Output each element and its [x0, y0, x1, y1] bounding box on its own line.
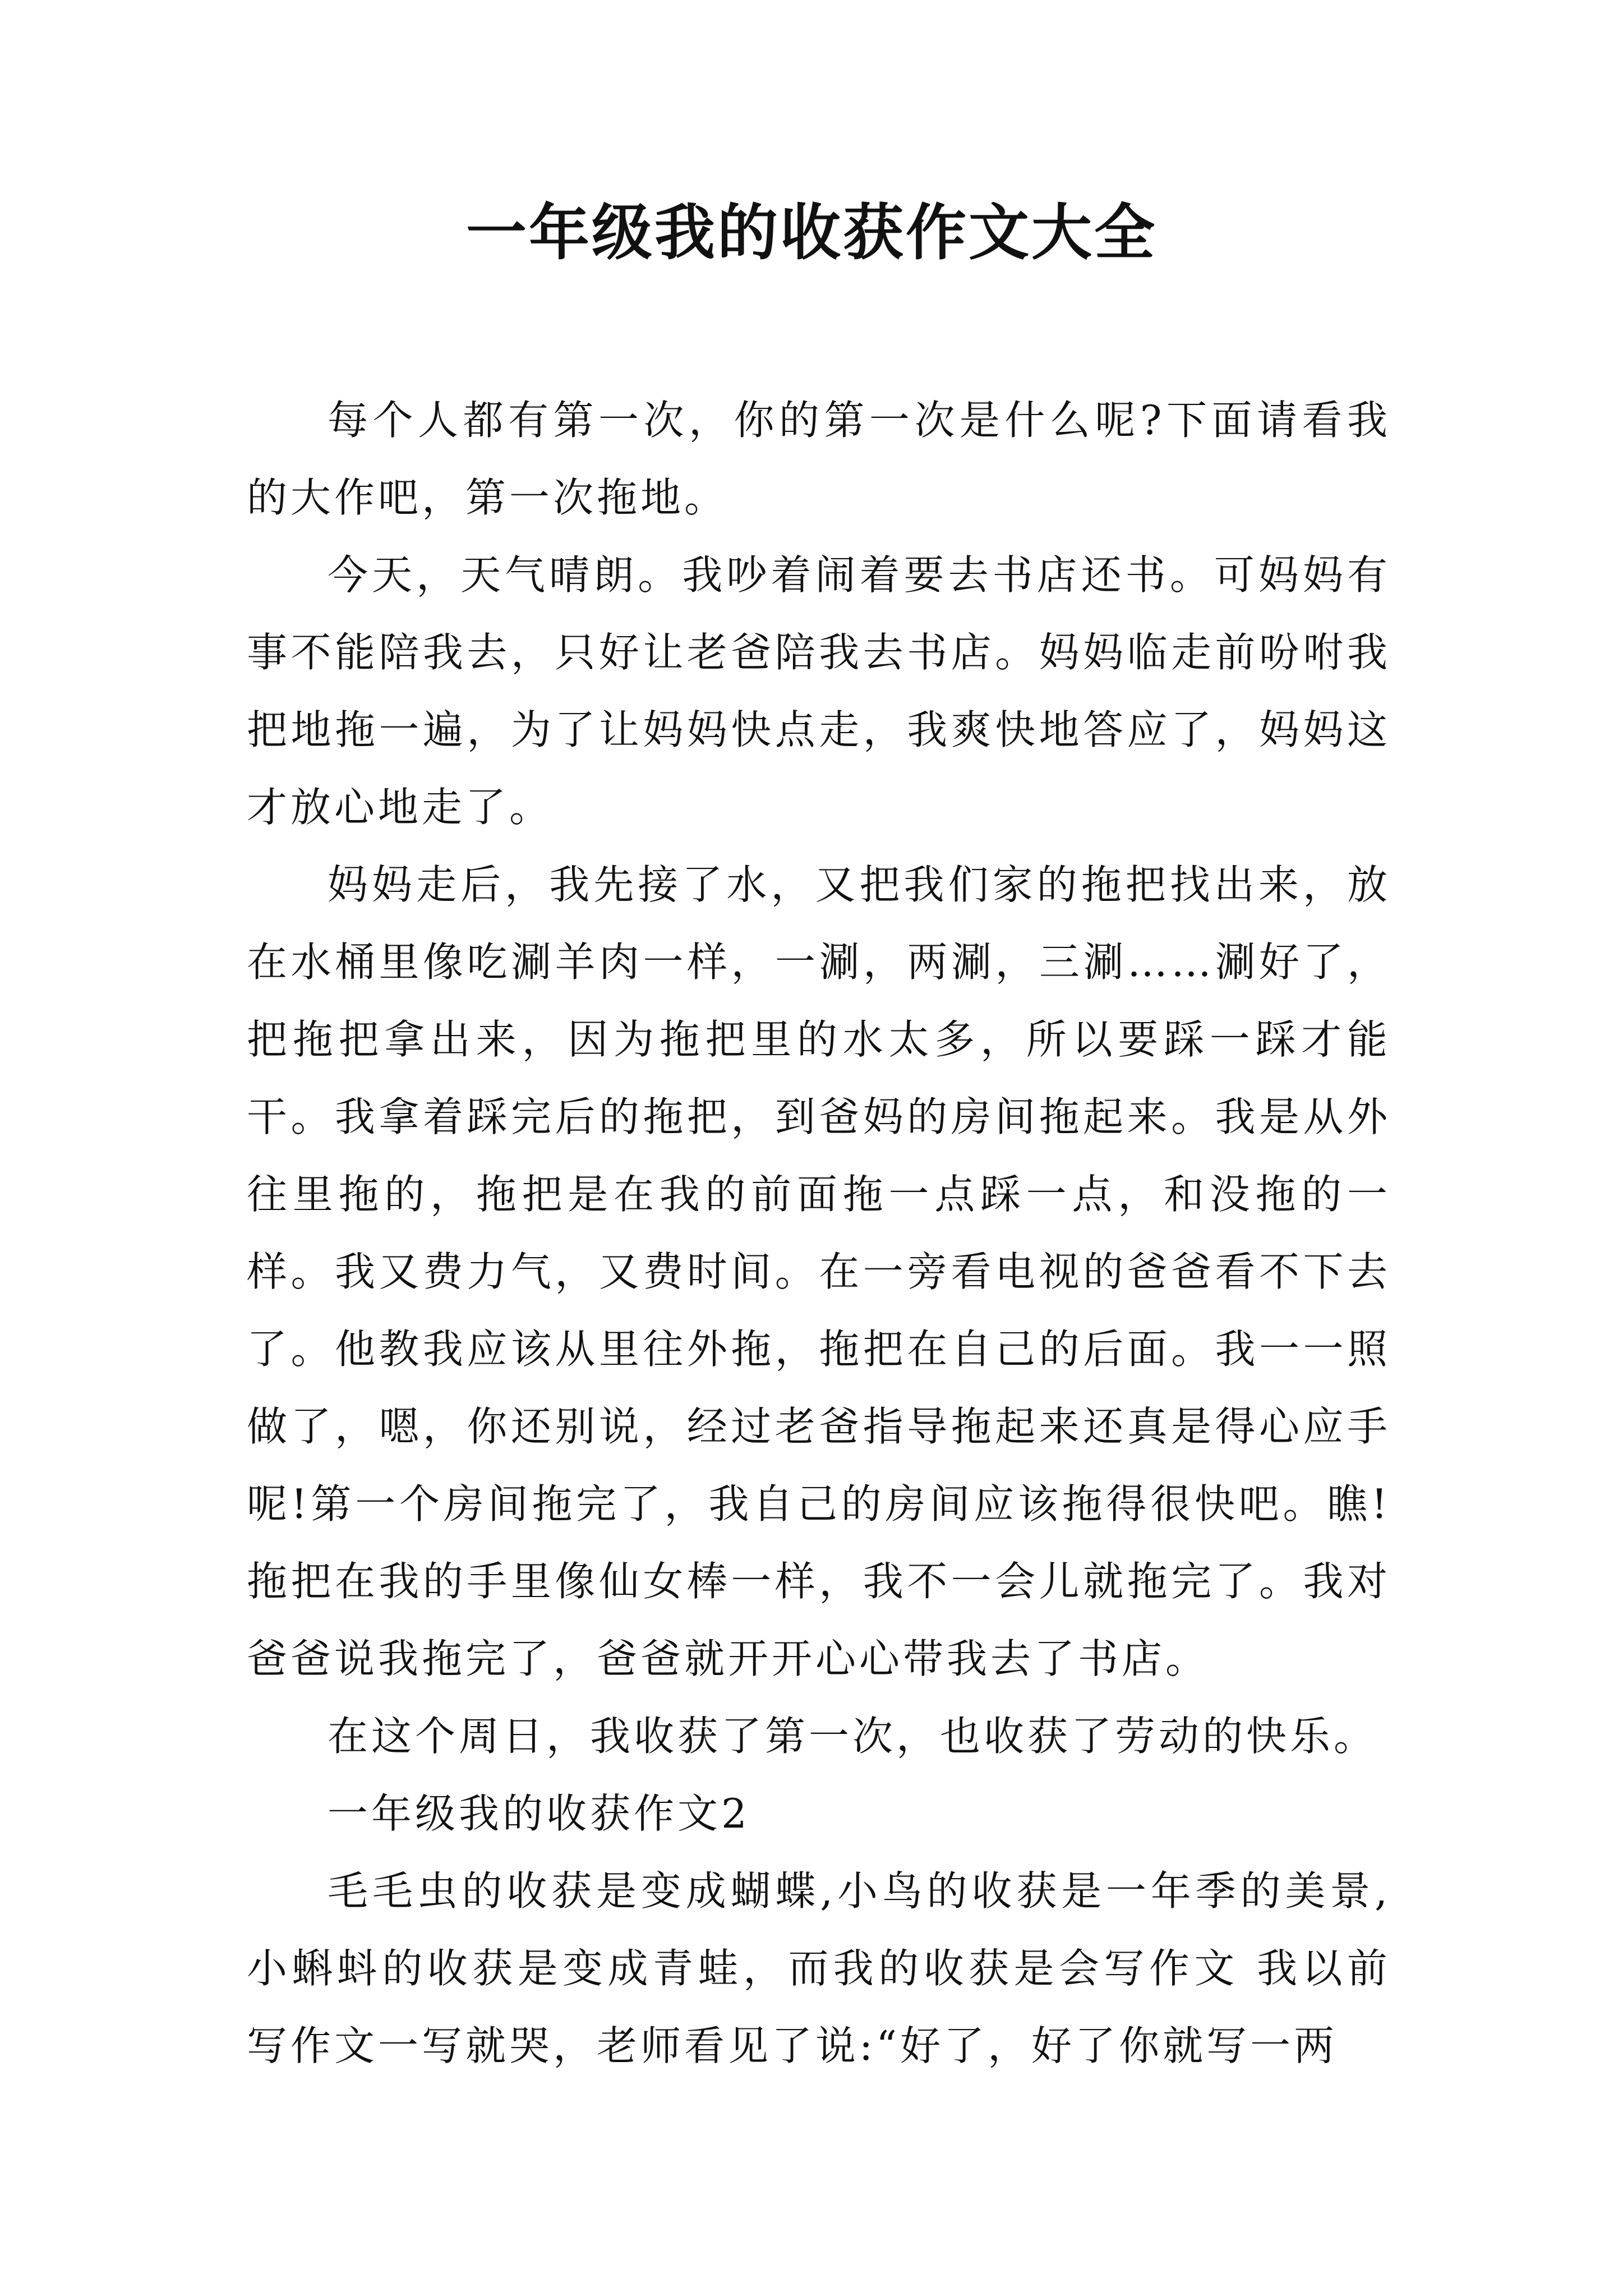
document-body	[247, 381, 1391, 2085]
paragraph: 妈妈走后，我先接了水，又把我们家的拖把找出来，放在水桶里像吃涮羊肉一样，一涮，两涮，三涮……涮好了，把拖把拿出来，因为拖把里的水太多，所以要踩一踩才能干。我拿着踩完后的拖把，到爸妈的房间拖起来。我是从外往里拖的，拖把是在我的前面拖一点踩一点，和没拖的一样。我又费力气，又费时间。在一旁看电视的爸爸看不下去了。他教我应该从里往外拖，拖把在自己的后面。我一一照做了，嗯，你还别说，经过老爸指导拖起来还真是得心应手呢!第一个房间拖完了，我自己的房间应该拖得很快吧。瞧!拖把在我的手里像仙女棒一样，我不一会儿就拖完了。我对爸爸说我拖完了，爸爸就开开心心带我去了书店。	[247, 861, 1391, 1682]
section-heading: 一年级我的收获作文2	[328, 1790, 750, 1837]
paragraph: 在这个周日，我收获了第一次，也收获了劳动的快乐。	[328, 1713, 1378, 1760]
paragraph: 今天，天气晴朗。我吵着闹着要去书店还书。可妈妈有事不能陪我去，只好让老爸陪我去书店。妈妈临走前吩咐我把地拖一遍，为了让妈妈快点走，我爽快地答应了，妈妈这才放心地走了。	[247, 551, 1391, 831]
paragraph: 毛毛虫的收获是变成蝴蝶,小鸟的收获是一年季的美景,小蝌蚪的收获是变成青蛙，而我的收获是会写作文 我以前写作文一写就哭，老师看见了说:“好了，好了你就写一两	[247, 1867, 1391, 2069]
paragraph: 每个人都有第一次，你的第一次是什么呢?下面请看我的大作吧，第一次拖地。	[247, 397, 1391, 521]
document-title: 一年级我的收获作文大全	[465, 197, 1157, 268]
